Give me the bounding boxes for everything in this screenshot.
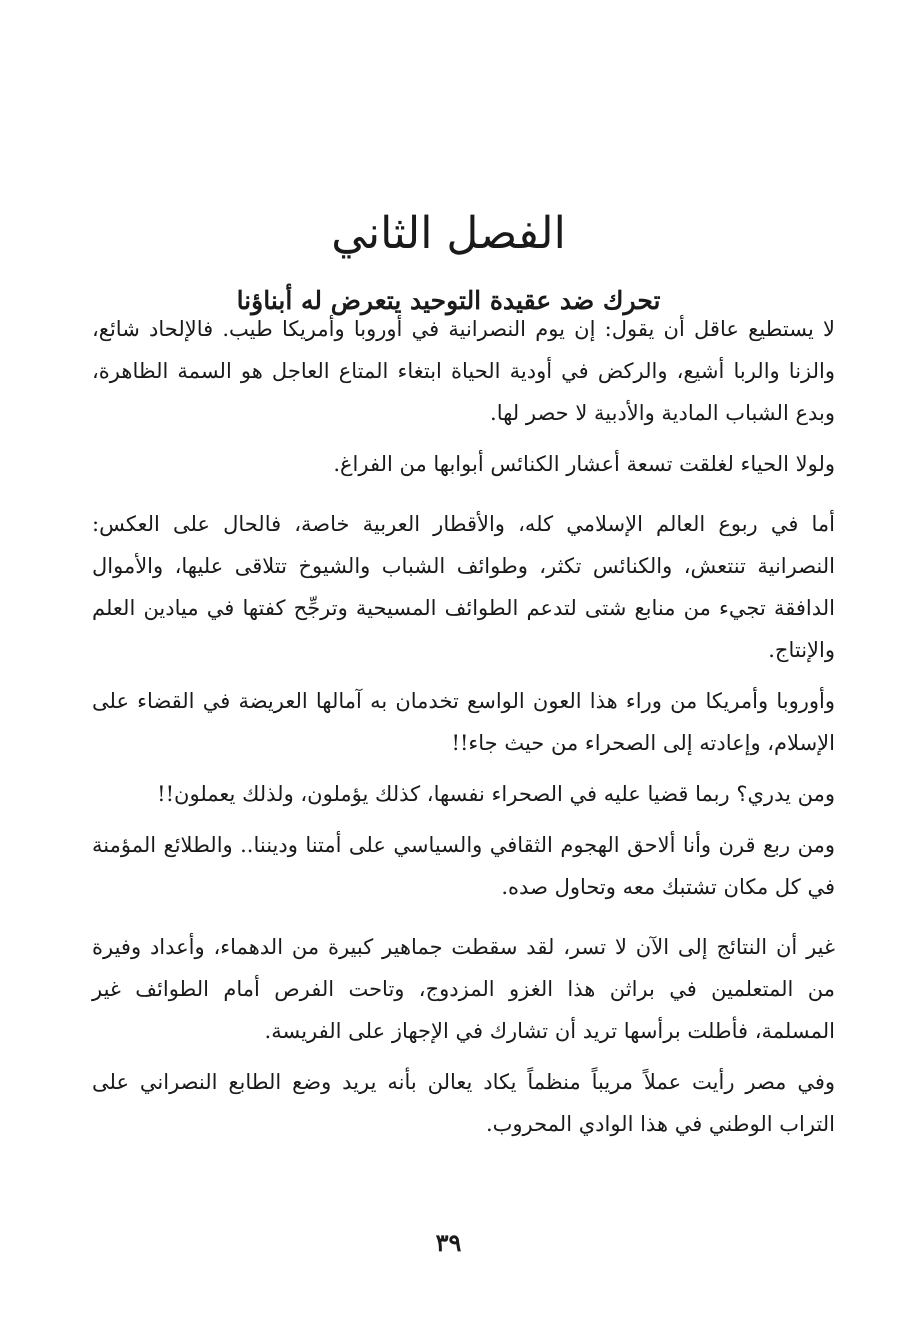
chapter-title: الفصل الثاني: [331, 208, 566, 260]
page-number: ٣٩: [435, 1228, 462, 1257]
paragraph-2: ولولا الحياء لغلقت تسعة أعشار الكنائس أبوابها من الفراغ.: [333, 452, 835, 476]
paragraph-3: أما في ربوع العالم الإسلامي كله، والأقطار العربية خاصة، فالحال على العكس: النصرانية تنتعش، والكنائس تكثر، وطوائف الشباب والشيوخ تتلاقى عليها، والأموال الدافقة تجيء من منابع شتى لتدعم الطوائف المسيحية وترجِّح كفتها في ميادين العلم والإنتاج.: [92, 512, 835, 662]
body-text: [92, 308, 835, 1154]
paragraph-6: ومن ربع قرن وأنا ألاحق الهجوم الثقافي والسياسي على أمتنا وديننا.. والطلائع المؤمنة في كل مكان تشتبك معه وتحاول صده.: [92, 833, 835, 899]
paragraph-7: غير أن النتائج إلى الآن لا تسر، لقد سقطت جماهير كبيرة من الدهماء، وأعداد وفيرة من المتعلمين في براثن هذا الغزو المزدوج، وتاحت الفرص أمام الطوائف غير المسلمة، فأطلت برأسها تريد أن تشارك في الإجهاز على الفريسة.: [92, 935, 835, 1043]
paragraph-8: وفي مصر رأيت عملاً مريباً منظماً يكاد يعالن بأنه يريد وضع الطابع النصراني على التراب الوطني في هذا الوادي المحروب.: [92, 1070, 835, 1136]
paragraph-5: ومن يدري؟ ربما قضيا عليه في الصحراء نفسها، كذلك يؤملون، ولذلك يعملون!!: [157, 782, 835, 806]
section-heading: تحرك ضد عقيدة التوحيد يتعرض له أبناؤنا: [236, 285, 661, 315]
paragraph-1: لا يستطيع عاقل أن يقول: إن يوم النصرانية في أوروبا وأمريكا طيب. فالإلحاد شائع، والزنا والربا أشيع، والركض في أودية الحياة ابتغاء المتاع العاجل هو السمة الظاهرة، وبدع الشباب المادية والأدبية لا حصر لها.: [92, 317, 836, 425]
paragraph-4: وأوروبا وأمريكا من وراء هذا العون الواسع تخدمان به آمالها العريضة في القضاء على الإسلام، وإعادته إلى الصحراء من حيث جاء!!: [92, 689, 835, 755]
